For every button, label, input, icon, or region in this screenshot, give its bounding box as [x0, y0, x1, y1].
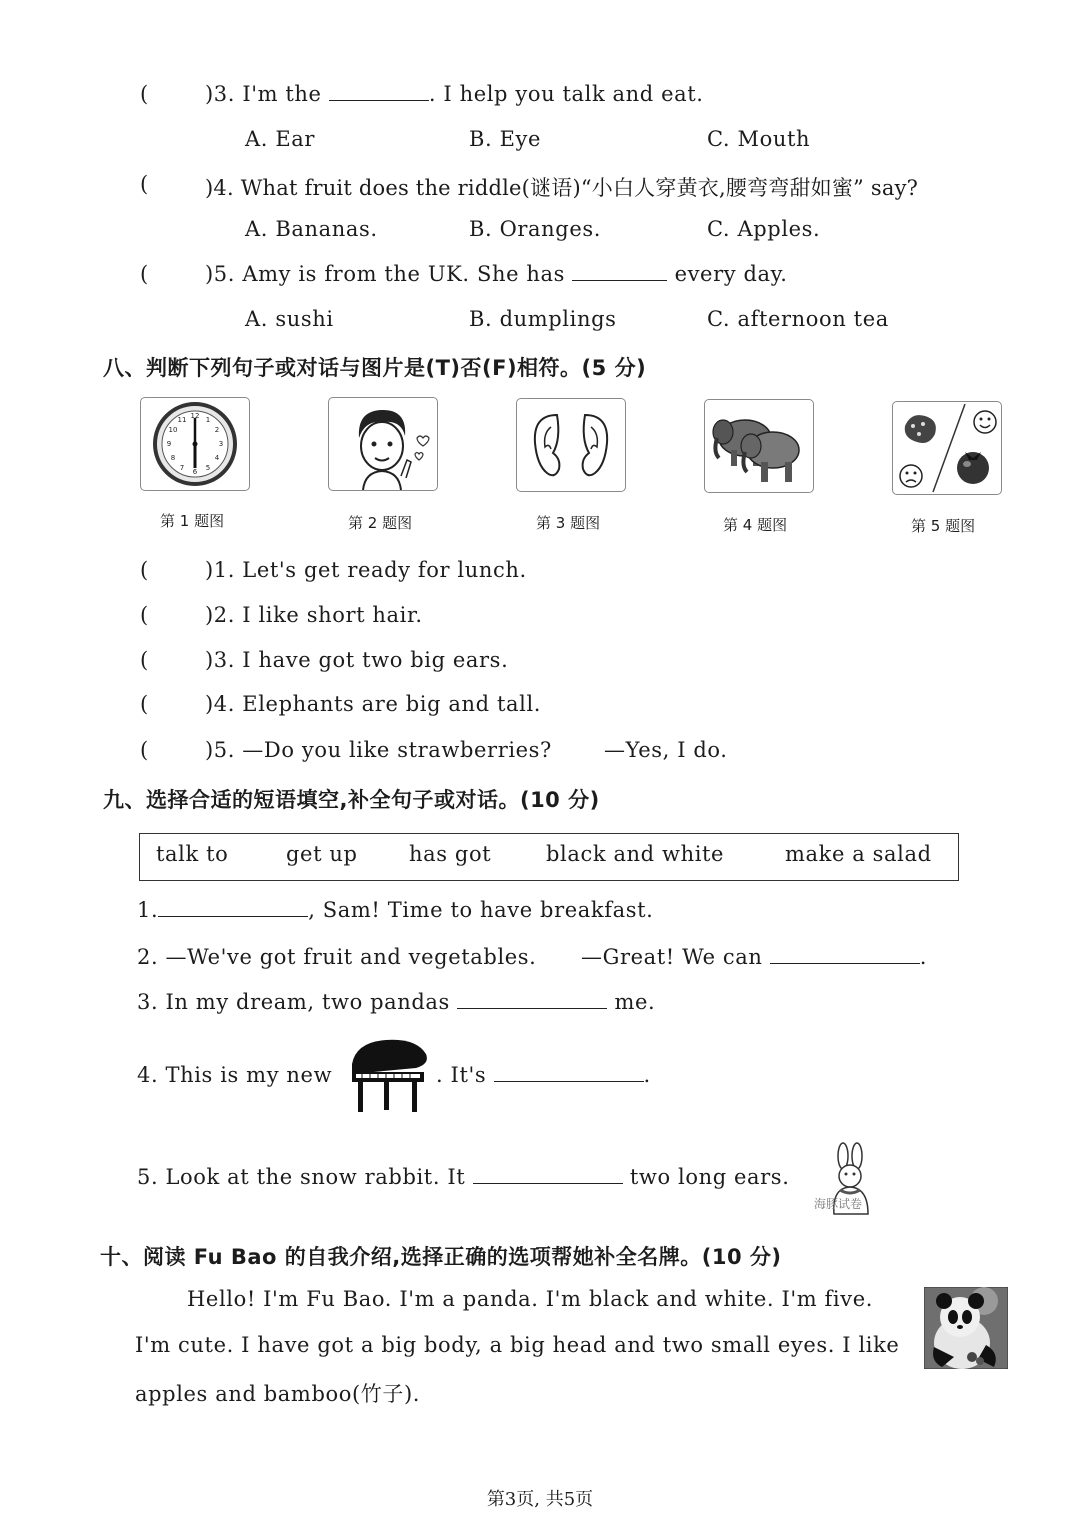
- word-bank-item[interactable]: has got: [409, 842, 492, 866]
- fill-item-5: 5. Look at the snow rabbit. It two long ears.: [137, 1165, 790, 1189]
- option-b[interactable]: B. Eye: [469, 127, 542, 151]
- picture-caption-4: 第 4 题图: [723, 516, 788, 534]
- question-text: )4. What fruit does the riddle(谜语)“小白人穿黄衣,腰弯弯甜如蜜” say?: [205, 176, 919, 200]
- svg-text:11: 11: [177, 416, 187, 424]
- elephants-icon: [705, 400, 813, 492]
- picture-caption-2: 第 2 题图: [348, 514, 413, 532]
- svg-text:9: 9: [166, 440, 172, 448]
- question-text: )5. Amy is from the UK. She has every day.: [205, 262, 788, 286]
- fill-item-2-reply: —Great! We can .: [581, 945, 928, 969]
- fill-item-2: 2. —We've got fruit and vegetables.: [137, 945, 537, 969]
- svg-text:6: 6: [192, 468, 198, 476]
- answer-paren-open: (: [140, 262, 149, 286]
- svg-text:7: 7: [179, 464, 185, 472]
- panda-photo: [924, 1287, 1008, 1369]
- option-b[interactable]: B. Oranges.: [469, 217, 602, 241]
- tf-statement: )4. Elephants are big and tall.: [205, 692, 542, 716]
- answer-blank[interactable]: [158, 915, 308, 917]
- picture-caption-5: 第 5 题图: [911, 517, 976, 535]
- svg-text:4: 4: [214, 454, 220, 462]
- answer-blank[interactable]: [329, 99, 429, 101]
- word-bank-item[interactable]: make a salad: [785, 842, 932, 866]
- picture-3: [516, 398, 626, 492]
- answer-paren-open[interactable]: (: [140, 648, 149, 672]
- svg-text:5: 5: [205, 464, 211, 472]
- reading-line-3: apples and bamboo(竹子).: [135, 1382, 421, 1406]
- answer-blank[interactable]: [494, 1080, 644, 1082]
- option-b[interactable]: B. dumplings: [469, 307, 617, 331]
- picture-2: [328, 397, 438, 491]
- svg-text:8: 8: [170, 454, 176, 462]
- word-bank-item[interactable]: black and white: [546, 842, 725, 866]
- section-heading-10: 十、阅读 Fu Bao 的自我介绍,选择正确的选项帮她补全名牌。(10 分): [100, 1245, 782, 1269]
- strawberry-tomato-icon: [893, 402, 1001, 494]
- answer-paren-open[interactable]: (: [140, 692, 149, 716]
- answer-paren-open[interactable]: (: [140, 738, 149, 762]
- option-c[interactable]: C. Mouth: [707, 127, 811, 151]
- answer-blank[interactable]: [572, 279, 667, 281]
- section-heading-8: 八、判断下列句子或对话与图片是(T)否(F)相符。(5 分): [103, 356, 647, 380]
- svg-text:10: 10: [168, 426, 178, 434]
- answer-paren-open: (: [140, 82, 149, 106]
- picture-1: [140, 397, 250, 491]
- answer-paren-open: (: [140, 172, 149, 196]
- reading-line-2: I'm cute. I have got a big body, a big head and two small eyes. I like: [135, 1333, 900, 1357]
- word-bank-item[interactable]: get up: [286, 842, 358, 866]
- ears-icon: [517, 399, 625, 491]
- tf-statement: )2. I like short hair.: [205, 603, 423, 627]
- svg-text:3: 3: [218, 440, 224, 448]
- fill-item-1: 1. , Sam! Time to have breakfast.: [137, 898, 654, 922]
- picture-5: [892, 401, 1002, 495]
- tf-statement: )5. —Do you like strawberries?: [205, 738, 552, 762]
- tf-statement: )1. Let's get ready for lunch.: [205, 558, 527, 582]
- fill-item-4-end: . It's .: [436, 1063, 651, 1087]
- tf-statement: )3. I have got two big ears.: [205, 648, 509, 672]
- word-bank: [139, 833, 959, 881]
- section-heading-9: 九、选择合适的短语填空,补全句子或对话。(10 分): [103, 788, 600, 812]
- fill-item-3: 3. In my dream, two pandas me.: [137, 990, 656, 1014]
- tf-answer-line: —Yes, I do.: [604, 738, 728, 762]
- answer-blank[interactable]: [457, 1007, 607, 1009]
- answer-paren-open[interactable]: (: [140, 603, 149, 627]
- page-number: 第3页, 共5页: [486, 1489, 594, 1510]
- picture-caption-1: 第 1 题图: [160, 512, 225, 530]
- option-a[interactable]: A. sushi: [245, 307, 334, 331]
- piano-icon: [346, 1034, 432, 1116]
- svg-text:12: 12: [190, 412, 200, 420]
- svg-text:1: 1: [205, 416, 211, 424]
- option-a[interactable]: A. Bananas.: [245, 217, 378, 241]
- question-text: )3. I'm the . I help you talk and eat.: [205, 82, 704, 106]
- reading-line-1: Hello! I'm Fu Bao. I'm a panda. I'm black and white. I'm five.: [187, 1287, 873, 1311]
- fill-item-4: 4. This is my new: [137, 1063, 333, 1087]
- svg-text:2: 2: [214, 426, 220, 434]
- answer-blank[interactable]: [473, 1182, 623, 1184]
- picture-4: [704, 399, 814, 493]
- clock-icon: [141, 398, 249, 490]
- watermark-stamp: 海豚试卷: [814, 1197, 863, 1211]
- option-a[interactable]: A. Ear: [245, 127, 316, 151]
- word-bank-item[interactable]: talk to: [156, 842, 229, 866]
- picture-caption-3: 第 3 题图: [536, 514, 601, 532]
- answer-paren-open[interactable]: (: [140, 558, 149, 582]
- option-c[interactable]: C. afternoon tea: [707, 307, 889, 331]
- option-c[interactable]: C. Apples.: [707, 217, 821, 241]
- boy-icon: [329, 398, 437, 490]
- answer-blank[interactable]: [770, 962, 920, 964]
